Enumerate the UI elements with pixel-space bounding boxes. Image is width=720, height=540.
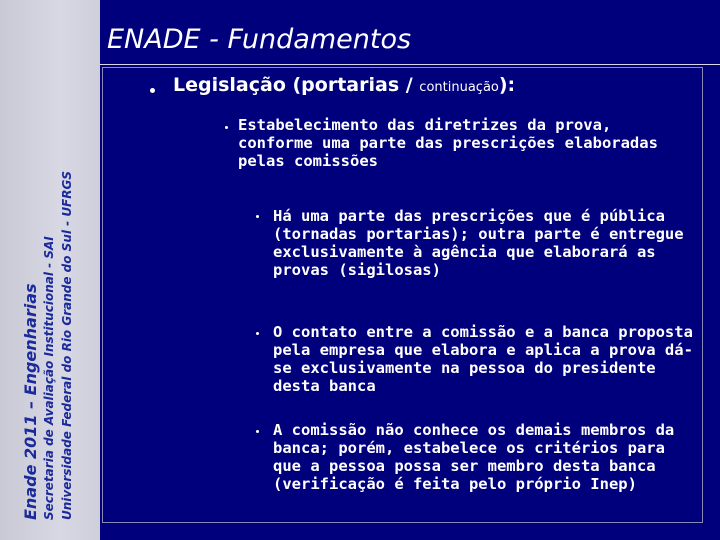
bullet-dot-sub1: [256, 215, 259, 218]
sub-bullet-2: O contato entre a comissão e a banca proposta pela empresa que elabora e aplica a prova dá-se exclusivamente na pessoa do presidente desta banca: [273, 323, 693, 395]
sidebar-line-enade: Enade 2011 – Engenharias: [21, 283, 40, 520]
bullet-level1: [173, 74, 515, 96]
sidebar-line-ufrgs: Universidade Federal do Rio Grande do Sul - UFRGS: [60, 171, 74, 520]
sub-bullet-3: A comissão não conhece os demais membros da banca; porém, estabelece os critérios para que a pessoa possa ser membro desta banca (verificação é feita pelo próprio Inep): [273, 421, 675, 493]
bullet-dot-sub3: [256, 430, 259, 433]
slide-title: ENADE - Fundamentos: [107, 24, 412, 55]
sidebar-banner: [0, 0, 100, 540]
sub-bullet-1: Há uma parte das prescrições que é pública (tornadas portarias); outra parte é entregue exclusivamente à agência que elaborará as provas (sigilosas): [273, 207, 684, 279]
bullet-level2: Estabelecimento das diretrizes da prova, conforme uma parte das prescrições elaboradas pelas comissões: [238, 116, 658, 170]
sidebar-vertical-text: [22, 160, 76, 520]
sidebar-line-sai: Secretaria de Avaliação Institucional - SAI: [42, 236, 56, 520]
bullet1-main-text: Legislação (portarias /: [173, 74, 420, 96]
bullet-dot-sub2: [256, 332, 259, 335]
bullet1-end-text: ):: [498, 74, 516, 96]
title-divider: [100, 64, 720, 65]
bullet1-small-text: continuação: [419, 80, 499, 95]
bullet-dot-level2: [225, 126, 228, 129]
bullet-dot-level1: [150, 88, 155, 93]
